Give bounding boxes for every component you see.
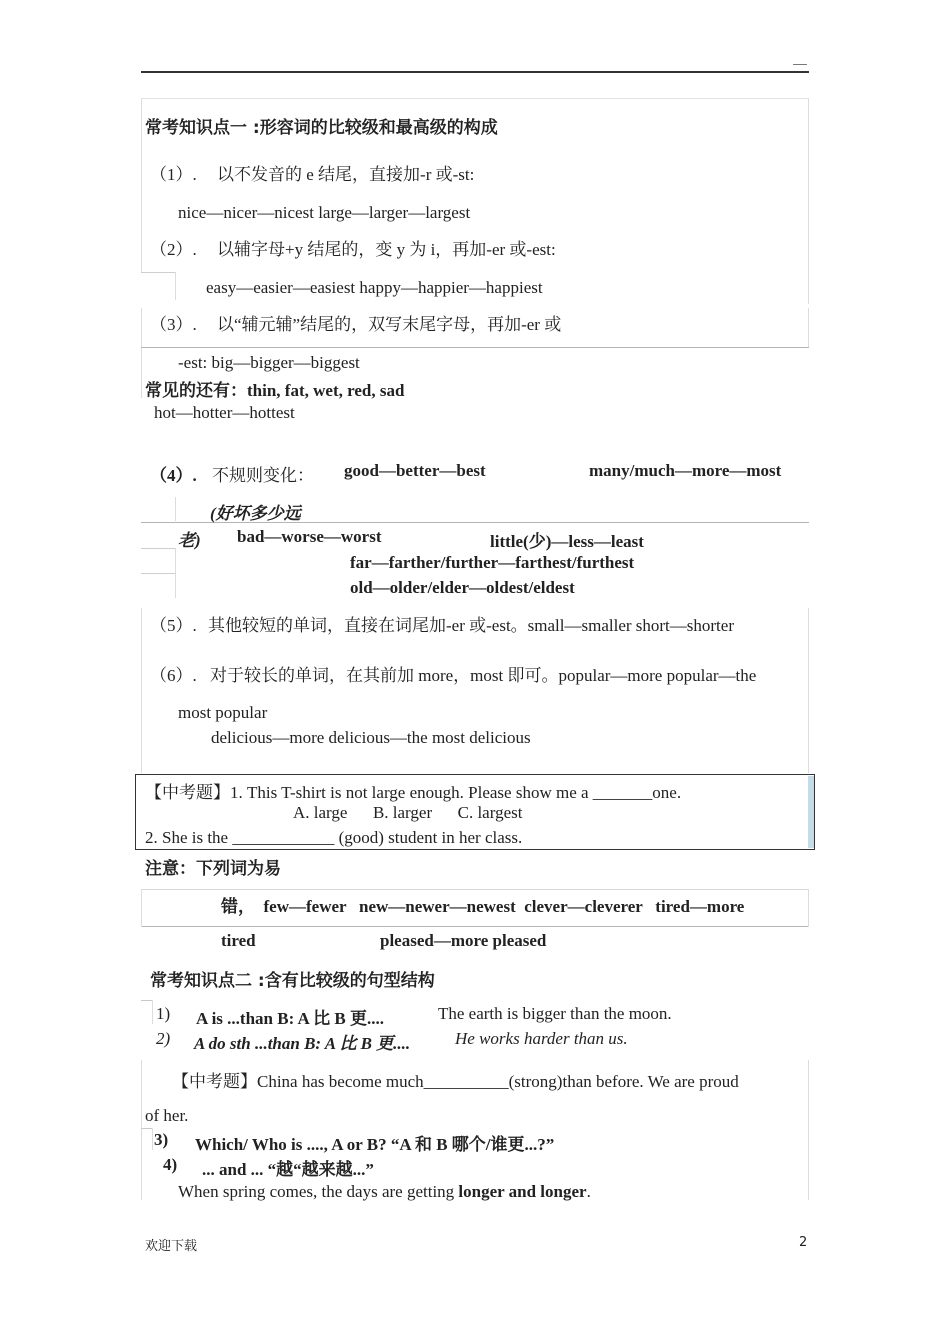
header-rule	[141, 71, 809, 73]
exam1-q1-text: 1. This T-shirt is not large enough. Please show me a _______one.	[230, 783, 682, 802]
note-line1: 错， few—fewer new—newer—newest clever—cleverer tired—more	[221, 897, 745, 916]
exam2-label: 【中考题】	[172, 1072, 257, 1091]
rule6-example2: delicious—more delicious—the most delicious	[211, 728, 531, 747]
exam1-question2: 2. She is the ____________ (good) student in her class.	[145, 828, 523, 847]
table-border	[141, 308, 142, 398]
structure4-number: 4)	[163, 1155, 178, 1174]
rule6-number: （6）.	[150, 666, 197, 685]
rule2-example: easy—easier—easiest happy—happier—happiest	[206, 278, 543, 297]
structure4-example	[178, 1182, 591, 1202]
table-border-left	[141, 98, 142, 273]
table-border	[808, 1060, 809, 1200]
exam2-continued: of her.	[145, 1106, 189, 1125]
rule4-example-far: far—farther/further—farthest/furthest	[350, 553, 635, 572]
rule2-text: 以辅字母+y 结尾的，变 y 为 i，再加-er 或-est:	[217, 240, 556, 259]
structure1-example: The earth is bigger than the moon.	[438, 1004, 672, 1023]
section2-title: 常考知识点二 :含有比较级的句型结构	[150, 971, 435, 991]
table-divider	[141, 926, 809, 927]
section1-title: 常考知识点一 :形容词的比较级和最高级的构成	[145, 118, 498, 138]
footer-text: 欢迎下载	[145, 1239, 198, 1254]
exam2-text: China has become much__________(strong)than before. We are proud	[257, 1072, 739, 1091]
rule3-example: -est: big—bigger—biggest	[178, 353, 360, 372]
table-border	[808, 308, 809, 348]
exam-box-accent	[808, 776, 814, 848]
structure3-pattern: Which/ Who is ...., A or B? “A 和 B 哪个/谁更...?”	[195, 1135, 555, 1154]
exam2-question	[172, 1067, 739, 1092]
rule4-number: （4）.	[150, 466, 197, 485]
table-border	[808, 608, 809, 773]
structure4-example-start: When spring comes, the days are getting	[178, 1182, 459, 1201]
table-divider	[141, 347, 809, 348]
common-words-label: 常见的还有：	[145, 381, 247, 401]
exam1-question1	[145, 778, 681, 803]
rule5-text: 其他较短的单词，直接在词尾加-er 或-est。small—smaller short—shorter	[208, 616, 734, 635]
rule4-example-bad: bad—worse—worst	[237, 527, 382, 546]
rule4-note1: (好坏多少远	[210, 504, 301, 523]
exam1-options: A. large B. larger C. largest	[293, 803, 523, 822]
rule6-continued: most popular	[178, 703, 268, 722]
table-border	[141, 1060, 142, 1200]
rule4-note2: 老)	[178, 531, 201, 550]
note-line2-tired: tired	[221, 931, 256, 950]
structure4-example-emphasis: longer and longer	[458, 1182, 587, 1201]
rule3-example2: hot—hotter—hottest	[154, 403, 295, 422]
table-tick	[141, 272, 175, 273]
table-border	[808, 889, 809, 927]
table-border	[152, 1000, 153, 1024]
rule5-number: （5）.	[150, 616, 197, 635]
table-tick	[141, 573, 175, 574]
structure4-example-end: .	[586, 1182, 591, 1201]
table-border	[141, 608, 142, 773]
exam1-label: 【中考题】	[145, 783, 230, 802]
common-words: thin, fat, wet, red, sad	[247, 381, 405, 400]
rule4-example-little: little(少)—less—least	[490, 532, 644, 551]
common-words-line	[145, 376, 404, 401]
rule2-number: （2）.	[150, 240, 197, 259]
rule3-text: 以“辅元辅”结尾的，双写末尾字母，再加-er 或	[217, 315, 562, 334]
table-border-top	[141, 98, 809, 99]
rule4-example-good: good—better—best	[344, 461, 486, 480]
rule4-text: 不规则变化：	[212, 466, 314, 485]
rule6-text: 对于较长的单词，在其前加 more，most 即可。popular—more popular—the	[210, 666, 757, 685]
structure2-number: 2)	[156, 1029, 171, 1048]
structure4-pattern: ... and ... “越“越来越...”	[202, 1160, 374, 1179]
rule1-text: 以不发音的 e 结尾，直接加-r 或-st:	[217, 165, 475, 184]
table-border	[141, 889, 142, 927]
table-tick	[141, 548, 175, 549]
note-label: 注意：下列词为易	[145, 859, 281, 879]
header-mark	[793, 64, 807, 65]
table-border	[175, 497, 176, 521]
page-number: 2	[799, 1235, 808, 1250]
table-border	[175, 548, 176, 598]
table-divider	[141, 889, 809, 890]
rule4-example-many: many/much—more—most	[589, 461, 782, 480]
structure1-pattern: A is ...than B: A 比 B 更....	[196, 1009, 384, 1028]
structure1-number: 1)	[156, 1004, 171, 1023]
structure3-number: 3)	[154, 1130, 169, 1149]
table-border-right	[808, 98, 809, 304]
note-line2-pleased: pleased—more pleased	[380, 931, 547, 950]
rule1-number: （1）.	[150, 165, 197, 184]
structure2-example: He works harder than us.	[455, 1029, 628, 1048]
rule1-example: nice—nicer—nicest large—larger—largest	[178, 203, 471, 222]
structure2-pattern: A do sth ...than B: A 比 B 更....	[194, 1034, 411, 1053]
table-border	[152, 1128, 153, 1150]
table-border	[175, 272, 176, 300]
rule4-example-old: old—older/elder—oldest/eldest	[350, 578, 575, 597]
rule3-number: （3）.	[150, 315, 197, 334]
